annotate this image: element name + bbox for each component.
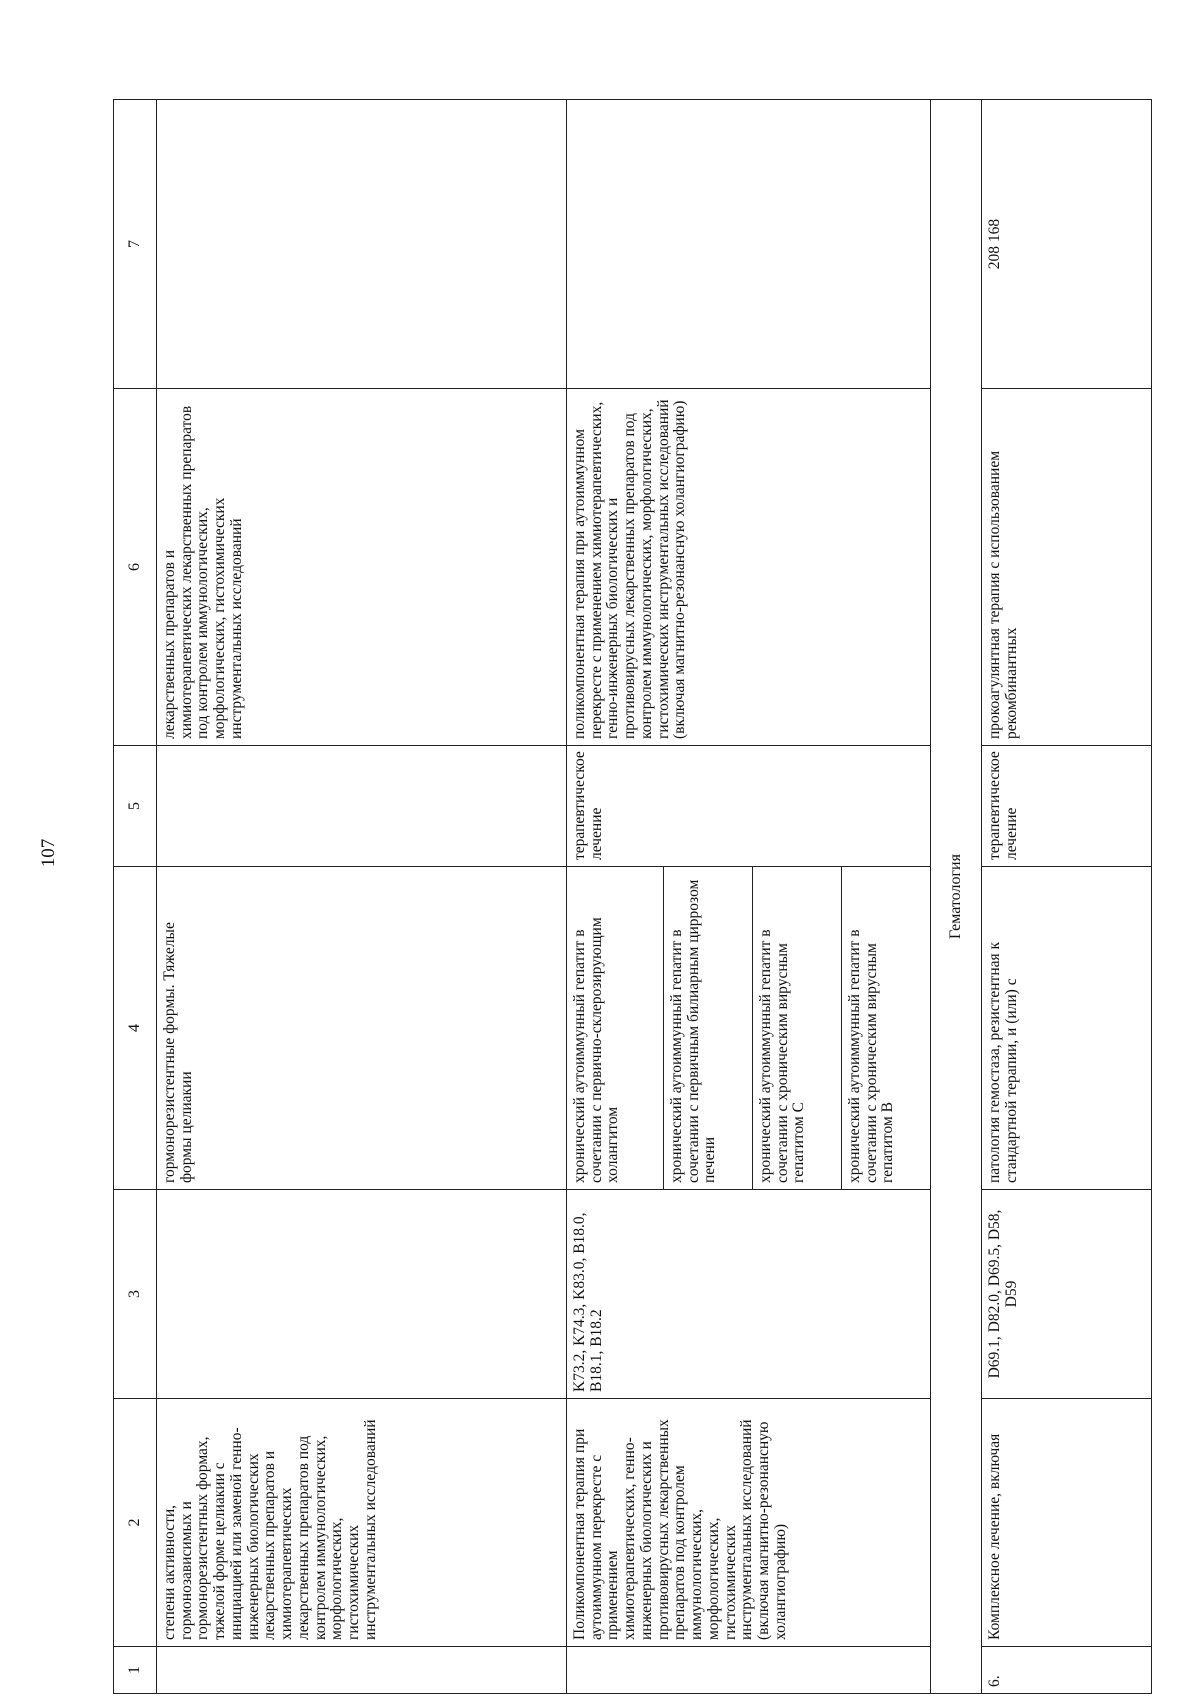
table-row bbox=[982, 100, 1152, 1694]
row2-col3: K73.2, K74.3, K83.0, B18.0, B18.1, B18.2 bbox=[567, 1190, 931, 1399]
row3-col1: 6. bbox=[982, 1647, 1152, 1694]
diagnosis-item: хронический аутоиммунный гепатит в сочетании с хроническим вирусным гепатитом C bbox=[753, 867, 842, 1189]
row3-col5: терапевтическое лечение bbox=[982, 746, 1152, 867]
row2-col1 bbox=[567, 1647, 931, 1694]
row1-col1 bbox=[157, 1647, 567, 1694]
header-row bbox=[114, 100, 157, 1694]
row2-col4 bbox=[567, 867, 931, 1190]
row2-col5: терапевтическое лечение bbox=[567, 746, 931, 867]
row1-col5 bbox=[157, 746, 567, 867]
row1-col4: гормонорезистентные формы. Тяжелые формы целиакии bbox=[157, 867, 567, 1190]
page-number: 107 bbox=[38, 838, 59, 868]
section-row bbox=[931, 100, 982, 1694]
row2-col6: поликомпонентная терапия при аутоиммунном перекресте с применением химиотерапевтических, генно-инженерных биологических и противовирусных лекарственных препаратов под контролем иммунологических, морфологических, гистохимических инструментальных исследований (включая магнитно-резонансную холангиографию) bbox=[567, 389, 931, 746]
section-title: Гематология bbox=[931, 100, 982, 1694]
header-cell-6: 6 bbox=[114, 389, 157, 746]
row3-col2: Комплексное лечение, включая bbox=[982, 1399, 1152, 1647]
diagnosis-item: хронический аутоиммунный гепатит в сочетании с первичным билиарным циррозом печени bbox=[664, 867, 753, 1189]
diagnosis-subtable bbox=[567, 867, 930, 1189]
row1-col6: лекарственных препаратов и химиотерапевтических лекарственных препаратов под контролем иммунологических, морфологических, гистохимических инструментальных исследований bbox=[157, 389, 567, 746]
services-table bbox=[113, 99, 1152, 1694]
row3-col3: D69.1, D82.0, D69.5, D58, D59 bbox=[982, 1190, 1152, 1399]
diagnosis-item: хронический аутоиммунный гепатит в сочетании с хроническим вирусным гепатитом B bbox=[842, 867, 931, 1189]
table-row bbox=[567, 100, 931, 1694]
row3-col7: 208 168 bbox=[982, 100, 1152, 389]
header-cell-3: 3 bbox=[114, 1190, 157, 1399]
row1-col3 bbox=[157, 1190, 567, 1399]
header-cell-7: 7 bbox=[114, 100, 157, 389]
row3-col6: прокоагулянтная терапия с использованием рекомбинантных bbox=[982, 389, 1152, 746]
row3-col4: патология гемостаза, резистентная к стандартной терапии, и (или) с bbox=[982, 867, 1152, 1190]
row1-col2: степени активности, гормонозависимых и гормонорезистентных формах, тяжелой форме целиакии с инициацией или заменой генно-инженерных биологических лекарственных препаратов и химиотерапевтических лекарственных препаратов под контролем иммунологических, морфологических, гистохимических инструментальных исследований bbox=[157, 1399, 567, 1647]
table-row bbox=[157, 100, 567, 1694]
header-cell-1: 1 bbox=[114, 1647, 157, 1694]
header-cell-5: 5 bbox=[114, 746, 157, 867]
row2-col7 bbox=[567, 100, 931, 389]
rotated-table-sheet bbox=[113, 100, 1114, 1694]
header-cell-2: 2 bbox=[114, 1399, 157, 1647]
row1-col7 bbox=[157, 100, 567, 389]
row2-col2: Поликомпонентная терапия при аутоиммунном перекресте с применением химиотерапевтических, генно-инженерных биологических и противовирусных лекарственных препаратов под контролем иммунологических, морфологических, гистохимических инструментальных исследований (включая магнитно-резонансную холангиографию) bbox=[567, 1399, 931, 1647]
diagnosis-item: хронический аутоиммунный гепатит в сочетании с первично-склерозирующим холангитом bbox=[571, 917, 622, 1183]
header-cell-4: 4 bbox=[114, 867, 157, 1190]
